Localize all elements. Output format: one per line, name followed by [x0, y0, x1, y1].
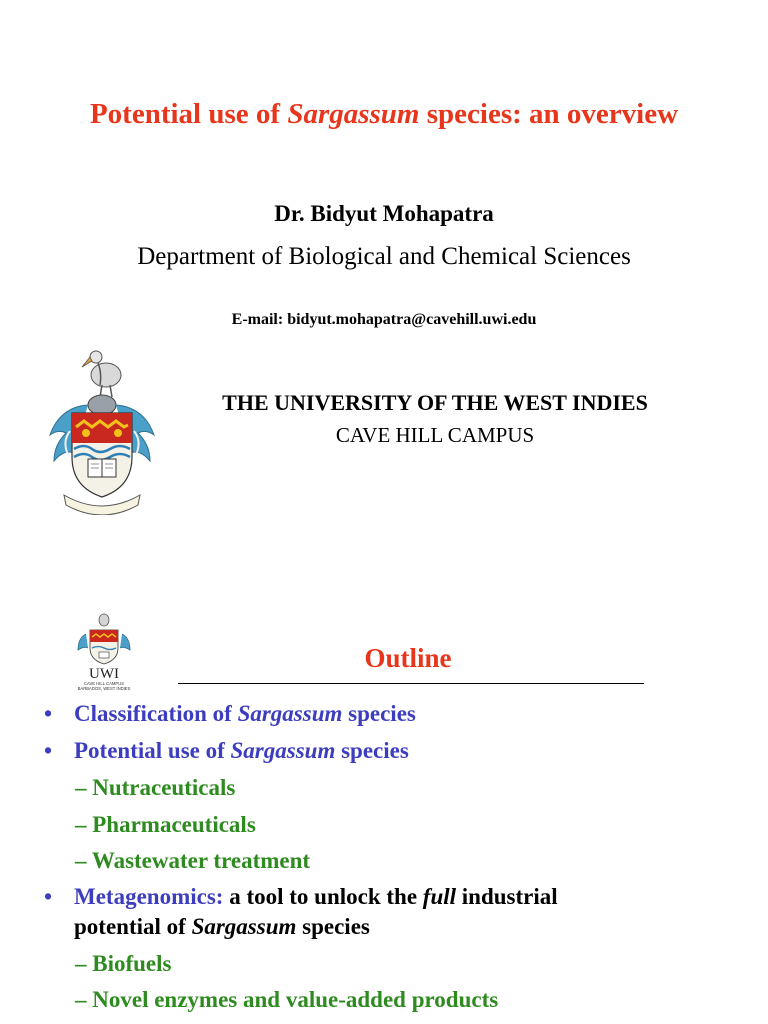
- uwi-logo-icon: [72, 612, 136, 694]
- outline-item-text: Classification of: [74, 701, 238, 726]
- author-name: Dr. Bidyut Mohapatra: [274, 201, 494, 226]
- outline-item-metagenomics: [44, 884, 558, 910]
- outline-item-text: industrial: [456, 884, 558, 909]
- outline-item-text: species: [342, 701, 416, 726]
- outline-item-metagenomics-line2: [74, 914, 370, 940]
- uwi-logo-sub2: BARBADOS, WEST INDIES: [77, 686, 131, 691]
- uwi-logo-text: UWI: [89, 666, 119, 682]
- title-part-2: species: an overview: [419, 98, 679, 130]
- email-address: E-mail: bidyut.mohapatra@cavehill.uwi.edu: [231, 311, 537, 328]
- outline-heading: Outline: [364, 643, 452, 673]
- campus-name: CAVE HILL CAMPUS: [335, 423, 535, 447]
- university-name: THE UNIVERSITY OF THE WEST INDIES: [222, 390, 648, 415]
- outline-subitem-enzymes: – Novel enzymes and value-added products: [75, 987, 499, 1012]
- title-part-1: Potential use of: [89, 98, 288, 130]
- bullet-glyph: •: [44, 884, 53, 909]
- title-italic: Sargassum: [287, 98, 420, 130]
- outline-subitem-pharmaceuticals: – Pharmaceuticals: [75, 812, 256, 837]
- outline-item-potential-use: [44, 738, 409, 764]
- outline-subitem-wastewater: – Wastewater treatment: [75, 848, 311, 873]
- outline-item-italic: full: [422, 884, 457, 909]
- outline-item-classification: [44, 701, 416, 727]
- outline-item-italic: Sargassum: [191, 914, 297, 939]
- outline-subitem-nutraceuticals: – Nutraceuticals: [75, 775, 236, 800]
- outline-item-text: species: [296, 914, 370, 939]
- outline-item-italic: Sargassum: [237, 701, 343, 726]
- outline-subitem-biofuels: – Biofuels: [75, 951, 172, 976]
- outline-item-text: species: [335, 738, 409, 763]
- outline-divider: [178, 683, 644, 684]
- bullet-glyph: •: [44, 701, 53, 726]
- bullet-glyph: •: [44, 738, 53, 763]
- outline-item-italic: Sargassum: [230, 738, 336, 763]
- slide-title: [0, 98, 768, 131]
- department: Department of Biological and Chemical Sciences: [137, 243, 631, 270]
- university-crest-icon: [40, 345, 164, 515]
- uwi-logo-sub1: CAVE HILL CAMPUS: [83, 681, 125, 686]
- outline-item-text: Potential use of: [74, 738, 231, 763]
- outline-item-text: potential of: [74, 914, 192, 939]
- outline-item-lead: Metagenomics:: [74, 884, 224, 909]
- outline-item-text: a tool to unlock the: [223, 884, 423, 909]
